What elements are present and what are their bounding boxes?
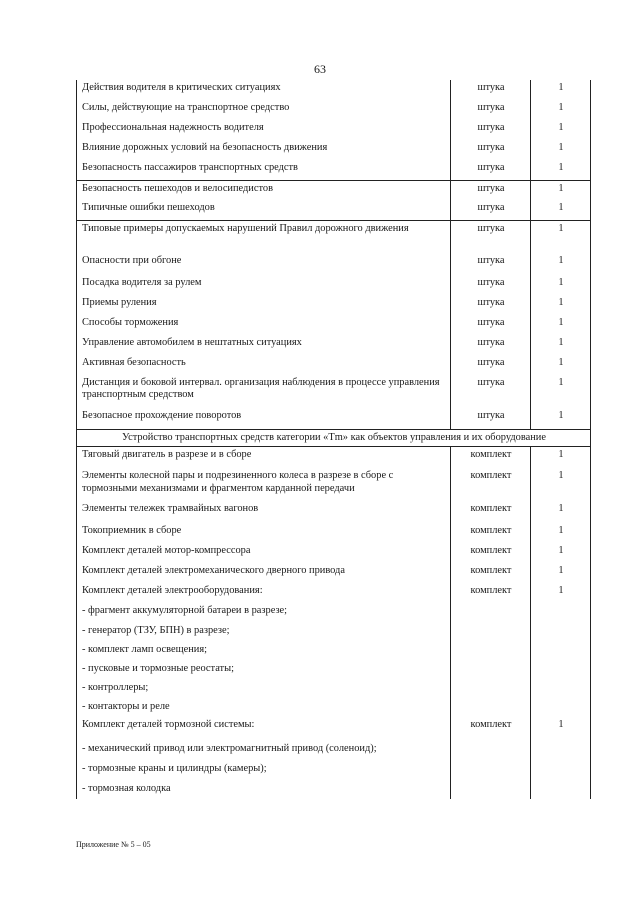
quantity-cell (531, 741, 591, 761)
table-row (77, 583, 591, 603)
item-name-cell: Безопасность пассажиров транспортных средств (77, 160, 451, 180)
table-row (77, 623, 591, 642)
unit-cell: комплект (451, 563, 531, 583)
item-name-cell: Комплект деталей электромеханического дверного привода (77, 563, 451, 583)
table-row (77, 781, 591, 799)
item-name-cell: - фрагмент аккумуляторной батареи в разрезе; (77, 603, 451, 623)
quantity-cell (531, 603, 591, 623)
quantity-cell (531, 661, 591, 680)
quantity-cell (531, 623, 591, 642)
unit-cell: комплект (451, 468, 531, 501)
item-name-cell: - контакторы и реле (77, 699, 451, 717)
unit-cell (451, 781, 531, 799)
table-row (77, 501, 591, 523)
unit-cell: комплект (451, 501, 531, 523)
quantity-cell: 1 (531, 355, 591, 375)
item-name-cell: Тяговый двигатель в разрезе и в сборе (77, 446, 451, 468)
table-row (77, 446, 591, 468)
item-name-cell: Безопасность пешеходов и велосипедистов (77, 180, 451, 200)
table-section-b (77, 446, 591, 799)
unit-cell (451, 680, 531, 699)
table-row (77, 741, 591, 761)
quantity-cell: 1 (531, 717, 591, 741)
unit-cell: комплект (451, 446, 531, 468)
table-row (77, 120, 591, 140)
item-name-cell: - механический привод или электромагнитный привод (соленоид); (77, 741, 451, 761)
unit-cell (451, 623, 531, 642)
table-row (77, 335, 591, 355)
item-name-cell: - контроллеры; (77, 680, 451, 699)
quantity-cell: 1 (531, 275, 591, 295)
quantity-cell (531, 642, 591, 661)
quantity-cell: 1 (531, 120, 591, 140)
quantity-cell: 1 (531, 180, 591, 200)
unit-cell: штука (451, 200, 531, 220)
table-row (77, 603, 591, 623)
table-row (77, 563, 591, 583)
item-name-cell: Управление автомобилем в нештатных ситуациях (77, 335, 451, 355)
quantity-cell: 1 (531, 446, 591, 468)
item-name-cell: Элементы тележек трамвайных вагонов (77, 501, 451, 523)
unit-cell: штука (451, 295, 531, 315)
quantity-cell: 1 (531, 140, 591, 160)
quantity-cell (531, 781, 591, 799)
table-section-a (77, 80, 591, 429)
item-name-cell: Токоприемник в сборе (77, 523, 451, 543)
quantity-cell: 1 (531, 335, 591, 355)
item-name-cell: Силы, действующие на транспортное средство (77, 100, 451, 120)
table-row (77, 160, 591, 180)
item-name-cell: Комплект деталей тормозной системы: (77, 717, 451, 741)
item-name-cell: Способы торможения (77, 315, 451, 335)
unit-cell (451, 741, 531, 761)
unit-cell: штука (451, 220, 531, 253)
table-row (77, 468, 591, 501)
unit-cell: штука (451, 375, 531, 408)
table-row (77, 761, 591, 781)
table-row (77, 717, 591, 741)
unit-cell (451, 699, 531, 717)
item-name-cell: Опасности при обгоне (77, 253, 451, 275)
quantity-cell: 1 (531, 80, 591, 100)
item-name-cell: - тормозная колодка (77, 781, 451, 799)
unit-cell (451, 603, 531, 623)
table-row (77, 523, 591, 543)
unit-cell: комплект (451, 583, 531, 603)
table-row (77, 543, 591, 563)
item-name-cell: Комплект деталей электрооборудования: (77, 583, 451, 603)
footer-note: Приложение № 5 – 05 (76, 840, 151, 849)
table-row (77, 180, 591, 200)
quantity-cell: 1 (531, 408, 591, 429)
unit-cell: комплект (451, 523, 531, 543)
section-heading-row (77, 429, 591, 446)
quantity-cell: 1 (531, 220, 591, 253)
item-name-cell: Действия водителя в критических ситуациях (77, 80, 451, 100)
quantity-cell: 1 (531, 100, 591, 120)
item-name-cell: Безопасное прохождение поворотов (77, 408, 451, 429)
quantity-cell: 1 (531, 563, 591, 583)
table-row (77, 355, 591, 375)
table-row (77, 315, 591, 335)
table-row (77, 140, 591, 160)
table-row (77, 220, 591, 253)
quantity-cell: 1 (531, 583, 591, 603)
quantity-cell: 1 (531, 295, 591, 315)
quantity-cell: 1 (531, 315, 591, 335)
item-name-cell: - тормозные краны и цилиндры (камеры); (77, 761, 451, 781)
unit-cell: штука (451, 80, 531, 100)
quantity-cell: 1 (531, 200, 591, 220)
unit-cell: штука (451, 335, 531, 355)
item-name-cell: Посадка водителя за рулем (77, 275, 451, 295)
unit-cell: штука (451, 160, 531, 180)
quantity-cell: 1 (531, 523, 591, 543)
unit-cell: штука (451, 100, 531, 120)
unit-cell: штука (451, 408, 531, 429)
table-section-heading-body (77, 429, 591, 446)
table-row (77, 699, 591, 717)
quantity-cell (531, 699, 591, 717)
unit-cell (451, 661, 531, 680)
item-name-cell: Комплект деталей мотор-компрессора (77, 543, 451, 563)
unit-cell: штука (451, 355, 531, 375)
item-name-cell: Приемы руления (77, 295, 451, 315)
quantity-cell: 1 (531, 501, 591, 523)
item-name-cell: - генератор (ТЗУ, БПН) в разрезе; (77, 623, 451, 642)
table-row (77, 100, 591, 120)
table-row (77, 200, 591, 220)
item-name-cell: Дистанция и боковой интервал. организация наблюдения в процессе управления транспортным средством (77, 375, 451, 408)
page-number: 63 (314, 62, 326, 76)
unit-cell (451, 642, 531, 661)
item-name-cell: Элементы колесной пары и подрезиненного колеса в разрезе в сборе с тормозными механизмами и фрагментом карданной передачи (77, 468, 451, 501)
quantity-cell: 1 (531, 468, 591, 501)
table-row (77, 408, 591, 429)
item-name-cell: Активная безопасность (77, 355, 451, 375)
unit-cell: штука (451, 315, 531, 335)
item-name-cell: - комплект ламп освещения; (77, 642, 451, 661)
table-row (77, 295, 591, 315)
table-row (77, 275, 591, 295)
quantity-cell (531, 761, 591, 781)
table-row (77, 680, 591, 699)
unit-cell (451, 761, 531, 781)
quantity-cell: 1 (531, 253, 591, 275)
item-name-cell: Влияние дорожных условий на безопасность движения (77, 140, 451, 160)
equipment-table (76, 80, 591, 799)
unit-cell: штука (451, 180, 531, 200)
quantity-cell: 1 (531, 375, 591, 408)
unit-cell: штука (451, 120, 531, 140)
item-name-cell: - пусковые и тормозные реостаты; (77, 661, 451, 680)
table-row (77, 375, 591, 408)
unit-cell: штука (451, 253, 531, 275)
table-row (77, 661, 591, 680)
unit-cell: штука (451, 275, 531, 295)
quantity-cell: 1 (531, 543, 591, 563)
table-row (77, 253, 591, 275)
quantity-cell: 1 (531, 160, 591, 180)
item-name-cell: Типовые примеры допускаемых нарушений Правил дорожного движения (77, 220, 451, 253)
quantity-cell (531, 680, 591, 699)
unit-cell: штука (451, 140, 531, 160)
unit-cell: комплект (451, 543, 531, 563)
item-name-cell: Типичные ошибки пешеходов (77, 200, 451, 220)
unit-cell: комплект (451, 717, 531, 741)
table-row (77, 80, 591, 100)
section-heading: Устройство транспортных средств категории «Tm» как объектов управления и их оборудование (77, 429, 591, 446)
table-row (77, 642, 591, 661)
item-name-cell: Профессиональная надежность водителя (77, 120, 451, 140)
